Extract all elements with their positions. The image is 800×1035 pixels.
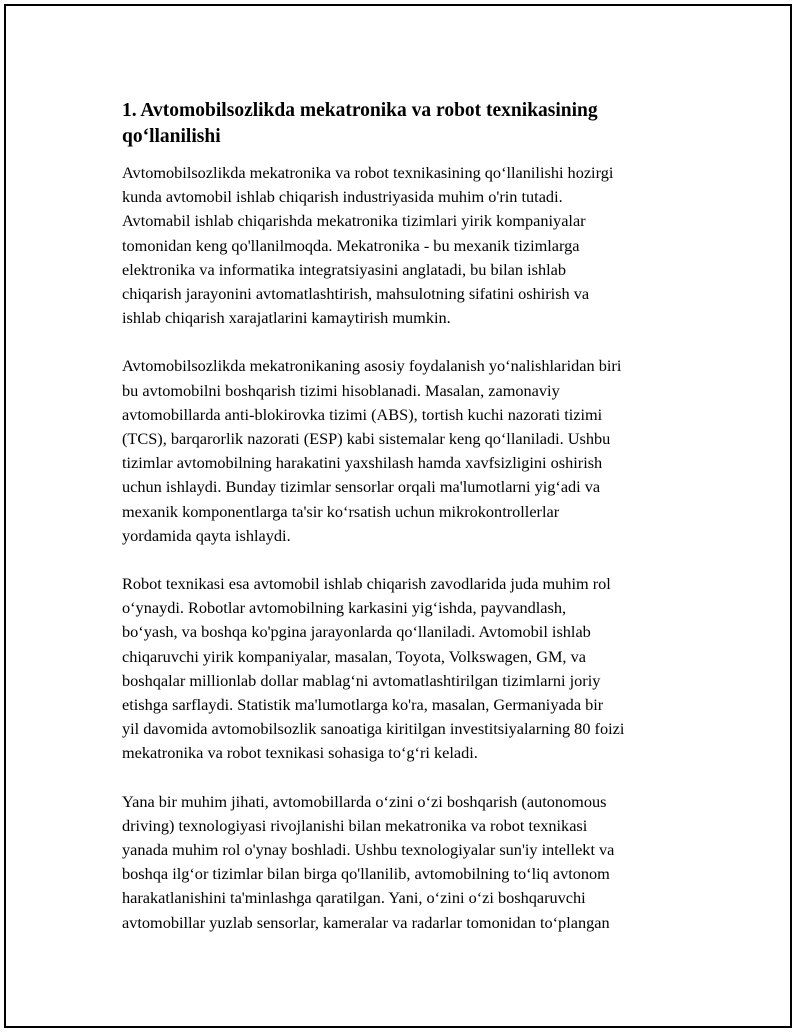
document-page (4, 4, 792, 1028)
text-line: Avtomobilsozlikda mekatronikaning asosiy foydalanish yo‘nalishlaridan biri (122, 356, 622, 376)
text-line: yanada muhim rol o'ynay boshladi. Ushbu texnologiyalar sun'iy intellekt va (122, 840, 615, 860)
text-line: chiqaruvchi yirik kompaniyalar, masalan, Toyota, Volkswagen, GM, va (122, 646, 586, 666)
text-line: kunda avtomobil ishlab chiqarish industriyasida muhim o'rin tutadi. (122, 187, 563, 207)
paragraph-4 (122, 790, 692, 935)
text-line: tomonidan keng qo'llanilmoqda. Mekatronika - bu mexanik tizimlarga (122, 235, 580, 255)
text-line: driving) texnologiyasi rivojlanishi bilan mekatronika va robot texnikasi (122, 815, 588, 835)
text-line: Avtomabil ishlab chiqarishda mekatronika tizimlari yirik kompaniyalar (122, 211, 586, 231)
text-line: mekatronika va robot texnikasi sohasiga to‘g‘ri keladi. (122, 743, 478, 763)
text-line: boshqalar millionlab dollar mablag‘ni avtomatlashtirilgan tizimlarni joriy (122, 670, 601, 690)
text-line: yil davomida avtomobilsozlik sanoatiga kiritilgan investitsiyalarning 80 foizi (122, 719, 625, 739)
text-line: mexanik komponentlarga ta'sir ko‘rsatish uchun mikrokontrollerlar (122, 501, 560, 521)
text-line: tizimlar avtomobilning harakatini yaxshilash hamda xavfsizligini oshirish (122, 453, 603, 473)
text-line: avtomobillar yuzlab sensorlar, kameralar va radarlar tomonidan to‘plangan (122, 912, 610, 932)
text-line: uchun ishlaydi. Bunday tizimlar sensorlar orqali ma'lumotlarni yig‘adi va (122, 477, 601, 497)
text-line: bu avtomobilni boshqarish tizimi hisoblanadi. Masalan, zamonaviy (122, 380, 560, 400)
text-line: ishlab chiqarish xarajatlarini kamaytirish mumkin. (122, 308, 451, 328)
text-line: Yana bir muhim jihati, avtomobillarda o‘zini o‘zi boshqarish (autonomous (122, 791, 607, 811)
text-line: Avtomobilsozlikda mekatronika va robot texnikasining qo‘llanilishi hozirgi (122, 163, 614, 182)
text-line: harakatlanishini ta'minlashga qaratilgan. Yani, o‘zini o‘zi boshqaruvchi (122, 888, 586, 908)
paragraph-2 (122, 354, 692, 548)
paragraph-3 (122, 572, 692, 766)
document-body (122, 98, 692, 959)
text-line: etishga sarflaydi. Statistik ma'lumotlarga ko'ra, masalan, Germaniyada bir (122, 695, 604, 715)
heading-line: 1. Avtomobilsozlikda mekatronika va robot texnikasining (122, 100, 598, 121)
text-line: chiqarish jarayonini avtomatlashtirish, mahsulotning sifatini oshirish va (122, 284, 590, 304)
section-heading (122, 98, 692, 150)
text-line: avtomobillarda anti-blokirovka tizimi (ABS), tortish kuchi nazorati tizimi (122, 404, 603, 424)
text-line: elektronika va informatika integratsiyasini anglatadi, bu bilan ishlab (122, 259, 566, 279)
text-line: (TCS), barqarorlik nazorati (ESP) kabi sistemalar keng qo‘llaniladi. Ushbu (122, 429, 611, 449)
paragraph-1 (122, 161, 692, 330)
text-line: bo‘yash, va boshqa ko'pgina jarayonlarda qo‘llaniladi. Avtomobil ishlab (122, 622, 591, 642)
text-line: o‘ynaydi. Robotlar avtomobilning karkasini yig‘ishda, payvandlash, (122, 598, 567, 618)
text-line: boshqa ilg‘or tizimlar bilan birga qo'llanilib, avtomobilning to‘liq avtonom (122, 864, 610, 884)
text-line: yordamida qayta ishlaydi. (122, 525, 291, 545)
text-line: Robot texnikasi esa avtomobil ishlab chiqarish zavodlarida juda muhim rol (122, 574, 611, 594)
heading-line: qo‘llanilishi (122, 126, 221, 147)
